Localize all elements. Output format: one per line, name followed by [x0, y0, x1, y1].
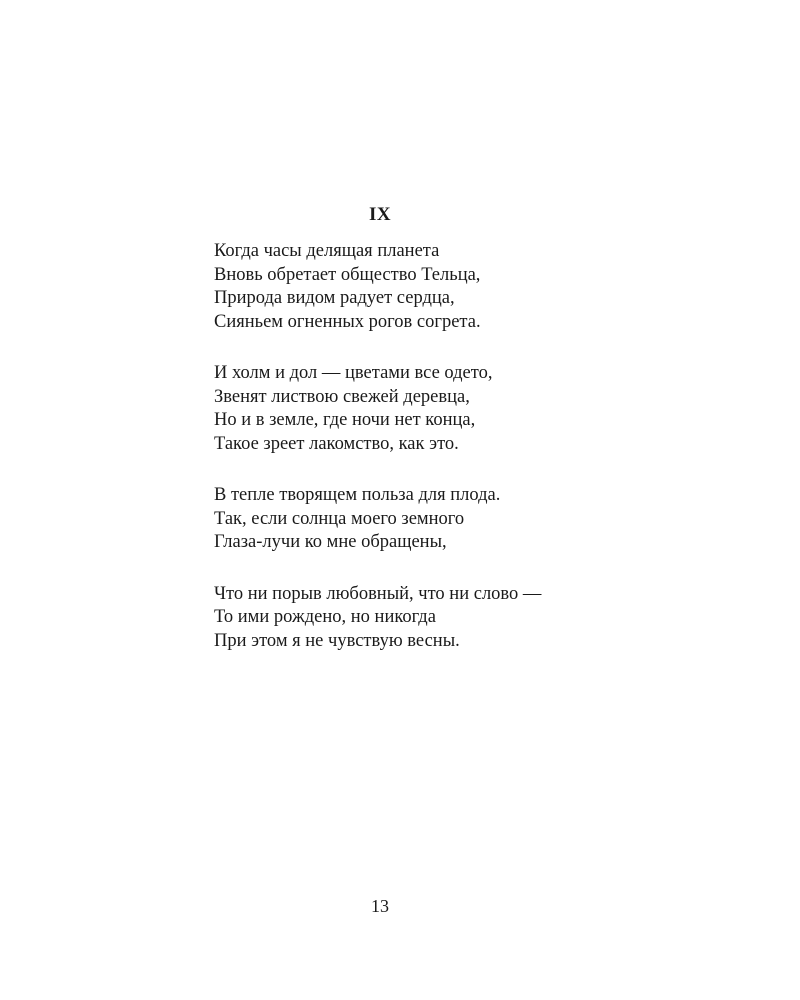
poem-line: Сияньем огненных рогов согрета.	[214, 311, 481, 332]
poem-line: Такое зреет лакомство, как это.	[214, 433, 459, 454]
poem-line: Так, если солнца моего земного	[214, 508, 465, 529]
poem-line: В тепле творящем польза для плода.	[214, 485, 501, 505]
poem-line: Когда часы делящая планета	[214, 241, 440, 261]
page-number: 13	[371, 896, 389, 916]
poem-title: IX	[368, 204, 392, 225]
poem-line: Звенят листвою свежей деревца,	[214, 386, 470, 407]
poem-line: При этом я не чувствую весны.	[214, 630, 460, 651]
stanza-2	[214, 362, 734, 456]
stanza-3	[214, 484, 734, 555]
poem-line: Вновь обретает общество Тельца,	[214, 264, 481, 285]
poem-line: Что ни порыв любовный, что ни слово —	[214, 583, 542, 604]
poem-line: Глаза-лучи ко мне обращены,	[214, 532, 447, 552]
poem-line: Природа видом радует сердца,	[214, 288, 455, 308]
poem-line: Но и в земле, где ночи нет конца,	[214, 410, 476, 430]
poem-line: И холм и дол — цветами все одето,	[214, 363, 493, 383]
poem-body	[214, 240, 734, 681]
stanza-4	[214, 583, 734, 654]
poem-line: То ими рождено, но никогда	[214, 607, 436, 627]
stanza-1	[214, 240, 734, 334]
